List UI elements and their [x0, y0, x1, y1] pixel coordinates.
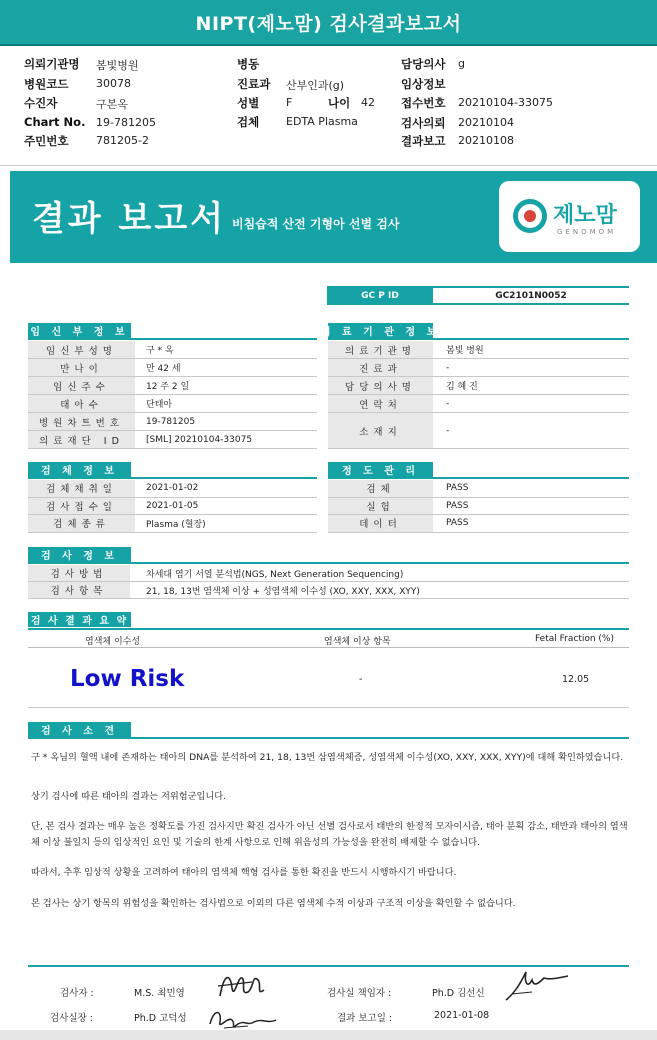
test-section-line — [28, 562, 629, 564]
dept-value: 산부인과(g) — [286, 79, 345, 92]
specimen_info-row-label: 검사접수일 — [28, 498, 135, 515]
qc-row-value: PASS — [446, 518, 469, 529]
resident-value: 781205-2 — [96, 134, 149, 147]
manager-name: Ph.D 김선신 — [432, 988, 485, 999]
specimen_info-row-value: Plasma (혈장) — [146, 519, 206, 530]
logo-name: 제노맘 — [553, 203, 617, 228]
specimen-value: EDTA Plasma — [286, 115, 358, 128]
banner-subtitle: 비침습적 산전 기형아 선별 검사 — [232, 217, 400, 231]
institution-row-value: 김 혜 진 — [446, 382, 478, 392]
qc-row-label: 데이터 — [328, 515, 433, 532]
findings-section-title: 검 사 소 견 — [28, 722, 131, 737]
summary-col-abnormal: 염색체 이상 항목 — [324, 637, 391, 647]
resident-label: 주민번호 — [24, 134, 69, 148]
lab-head-label: 검사실장 : — [50, 1013, 93, 1024]
patient-row-label: 의료재단 ID — [28, 431, 135, 448]
institution-row-label: 담당의사명 — [328, 377, 433, 394]
tester-name: M.S. 최민영 — [134, 988, 185, 999]
qc-row-line — [328, 532, 629, 533]
recipient-value: 구본옥 — [96, 98, 128, 111]
page-footer-bar — [0, 1030, 657, 1040]
specimen_info-row-line — [28, 532, 317, 533]
patient-row-label: 임신주수 — [28, 377, 135, 394]
institution-section-title: 의 료 기 관 정 보 — [328, 323, 433, 338]
finding-paragraph-5: 본 검사는 상기 항목의 위험성을 확인하는 검사법으로 이외의 다른 염색체 수적 이상과 구조적 이상을 확인할 수 없습니다. — [31, 898, 516, 909]
report-title-bar — [0, 0, 657, 46]
test_info-row-value: 차세대 염기 서열 분석법(NGS, Next Generation Sequencing) — [146, 569, 404, 580]
chart-label: Chart No. — [24, 115, 86, 129]
patient-row-line — [28, 448, 317, 449]
summary-col-aneuploidy: 염색체 이수성 — [85, 637, 141, 647]
banner-title: 결과 보고서 — [32, 199, 227, 239]
chart-value: 19-781205 — [96, 116, 156, 129]
sex-label: 성별 — [237, 96, 260, 110]
manager-signature — [502, 966, 572, 1006]
patient-row-value: 만 42 세 — [146, 364, 181, 374]
ward-label: 병동 — [237, 57, 260, 71]
specimen-label: 검체 — [237, 115, 260, 129]
qc-section-line — [328, 477, 629, 479]
report-date-sign-value: 2021-01-08 — [434, 1010, 490, 1021]
recipient-label: 수진자 — [24, 96, 58, 110]
patient-row-value: 단태아 — [146, 400, 173, 410]
hospital-label: 의뢰기관명 — [24, 57, 80, 71]
patient-row-value: [SML] 20210104-33075 — [146, 434, 253, 445]
code-value: 30078 — [96, 77, 131, 90]
tester-label: 검사자 : — [60, 988, 94, 999]
genomom-logo-icon — [513, 199, 547, 233]
specimen_info-row-value: 2021-01-02 — [146, 483, 199, 494]
institution-row-label: 소재지 — [328, 413, 433, 448]
finding-paragraph-3: 단, 본 검사 결과는 매우 높은 정확도를 가진 검사지만 확진 검사가 아닌 선별 검사로서 태반의 한정적 모자이시즘, 태아 분획 감소, 태반과 태아의 염색체 이상 불일치 등의 임상적인 요인 및 기술의 한계 사항으로 인해 위음성의 가능성을 완전히 배제할 수 없습니다. — [31, 821, 628, 848]
specimen-section-title: 검 체 정 보 — [28, 462, 131, 477]
summary-bottom-line — [28, 707, 629, 708]
qc-row-label: 실험 — [328, 498, 433, 515]
institution-row-line — [328, 448, 629, 449]
patient-row-value: 12 주 2 일 — [146, 382, 190, 392]
manager-label: 검사실 책임자 : — [327, 988, 392, 999]
report-date-value: 20210108 — [458, 134, 514, 147]
institution-row-value: 봄빛 병원 — [446, 346, 484, 356]
findings-section-line — [28, 737, 629, 739]
institution-row-label: 연락처 — [328, 395, 433, 412]
gcp-id-box — [327, 286, 629, 305]
genomom-logo — [499, 181, 640, 252]
qc-row-value: PASS — [446, 483, 469, 494]
patient-row-label: 만나이 — [28, 359, 135, 376]
fetal-fraction-value: 12.05 — [562, 674, 590, 685]
patient-section-title: 임 신 부 정 보 — [28, 323, 131, 338]
patient-row-value: 구 * 옥 — [146, 346, 174, 356]
qc-section-title: 정 도 관 리 — [328, 462, 433, 477]
code-label: 병원코드 — [24, 77, 69, 91]
gcp-id-label: GC P ID — [327, 288, 433, 303]
test_info-row-value: 21, 18, 13번 염색체 이상 + 성염색체 이수성 (XO, XXY, XXX, XYY) — [146, 586, 420, 597]
age-label: 나이 — [328, 96, 351, 110]
low-risk-result: Low Risk — [70, 666, 185, 692]
institution-row-value: - — [446, 425, 450, 436]
age-value: 42 — [361, 96, 375, 109]
lab-head-name: Ph.D 고덕성 — [134, 1013, 187, 1024]
gcp-id-value: GC2101N0052 — [495, 290, 567, 301]
finding-paragraph-2: 상기 검사에 따른 태아의 결과는 저위험군입니다. — [31, 791, 227, 802]
clinical-label: 임상정보 — [401, 77, 446, 91]
patient-section-line — [28, 338, 317, 340]
receipt-value: 20210104-33075 — [458, 96, 553, 109]
institution-row-label: 의료기관명 — [328, 341, 433, 358]
finding-paragraph-4: 따라서, 추후 임상적 상황을 고려하여 태아의 염색체 핵형 검사를 통한 확진을 반드시 시행하시기 바랍니다. — [31, 867, 457, 878]
institution-section-line — [328, 338, 629, 340]
dept-label: 진료과 — [237, 77, 271, 91]
qc-row-value: PASS — [446, 500, 469, 511]
request-value: 20210104 — [458, 116, 514, 129]
logo-english: GENOMOM — [557, 228, 617, 236]
test_info-row-label: 검사항목 — [28, 582, 130, 598]
abnormal-value: - — [359, 674, 363, 685]
doctor-label: 담당의사 — [401, 57, 446, 71]
report-date-sign-label: 결과 보고일 : — [337, 1013, 393, 1024]
order-info — [0, 48, 657, 166]
patient-row-label: 임신부성명 — [28, 341, 135, 358]
institution-row-label: 진료과 — [328, 359, 433, 376]
request-label: 검사의뢰 — [401, 116, 446, 130]
specimen_info-row-value: 2021-01-05 — [146, 500, 199, 511]
test-section-title: 검 사 정 보 — [28, 547, 131, 562]
report-title: NIPT(제노맘) 검사결과보고서 — [195, 12, 462, 35]
specimen_info-row-label: 검체종류 — [28, 515, 135, 532]
test_info-row-line — [28, 598, 629, 599]
institution-row-value: - — [446, 398, 450, 409]
patient-row-label: 태아수 — [28, 395, 135, 412]
result-banner — [10, 171, 657, 263]
test_info-row-label: 검사방법 — [28, 565, 130, 581]
qc-row-label: 검체 — [328, 480, 433, 497]
summary-header — [28, 628, 629, 648]
sex-value: F — [286, 96, 293, 109]
specimen_info-row-label: 검체채취일 — [28, 480, 135, 497]
tester-signature — [212, 966, 272, 1006]
report-date-label: 결과보고 — [401, 134, 446, 148]
doctor-value: g — [458, 57, 465, 70]
patient-row-value: 19-781205 — [146, 416, 196, 427]
summary-col-fetal-fraction: Fetal Fraction (%) — [535, 634, 614, 644]
specimen-section-line — [28, 477, 317, 479]
institution-row-value: - — [446, 362, 450, 373]
patient-row-label: 병원차트번호 — [28, 413, 135, 430]
summary-section-title: 검 사 결 과 요 약 — [28, 612, 131, 627]
hospital-value: 봄빛병원 — [96, 59, 139, 72]
receipt-label: 접수번호 — [401, 96, 446, 110]
finding-paragraph-1: 구 * 옥님의 혈액 내에 존재하는 태아의 DNA를 분석하여 21, 18, 13번 삼염색체증, 성염색체 이수성(XO, XXY, XXX, XYY)에 대해 확인하였습니다. — [31, 752, 624, 763]
